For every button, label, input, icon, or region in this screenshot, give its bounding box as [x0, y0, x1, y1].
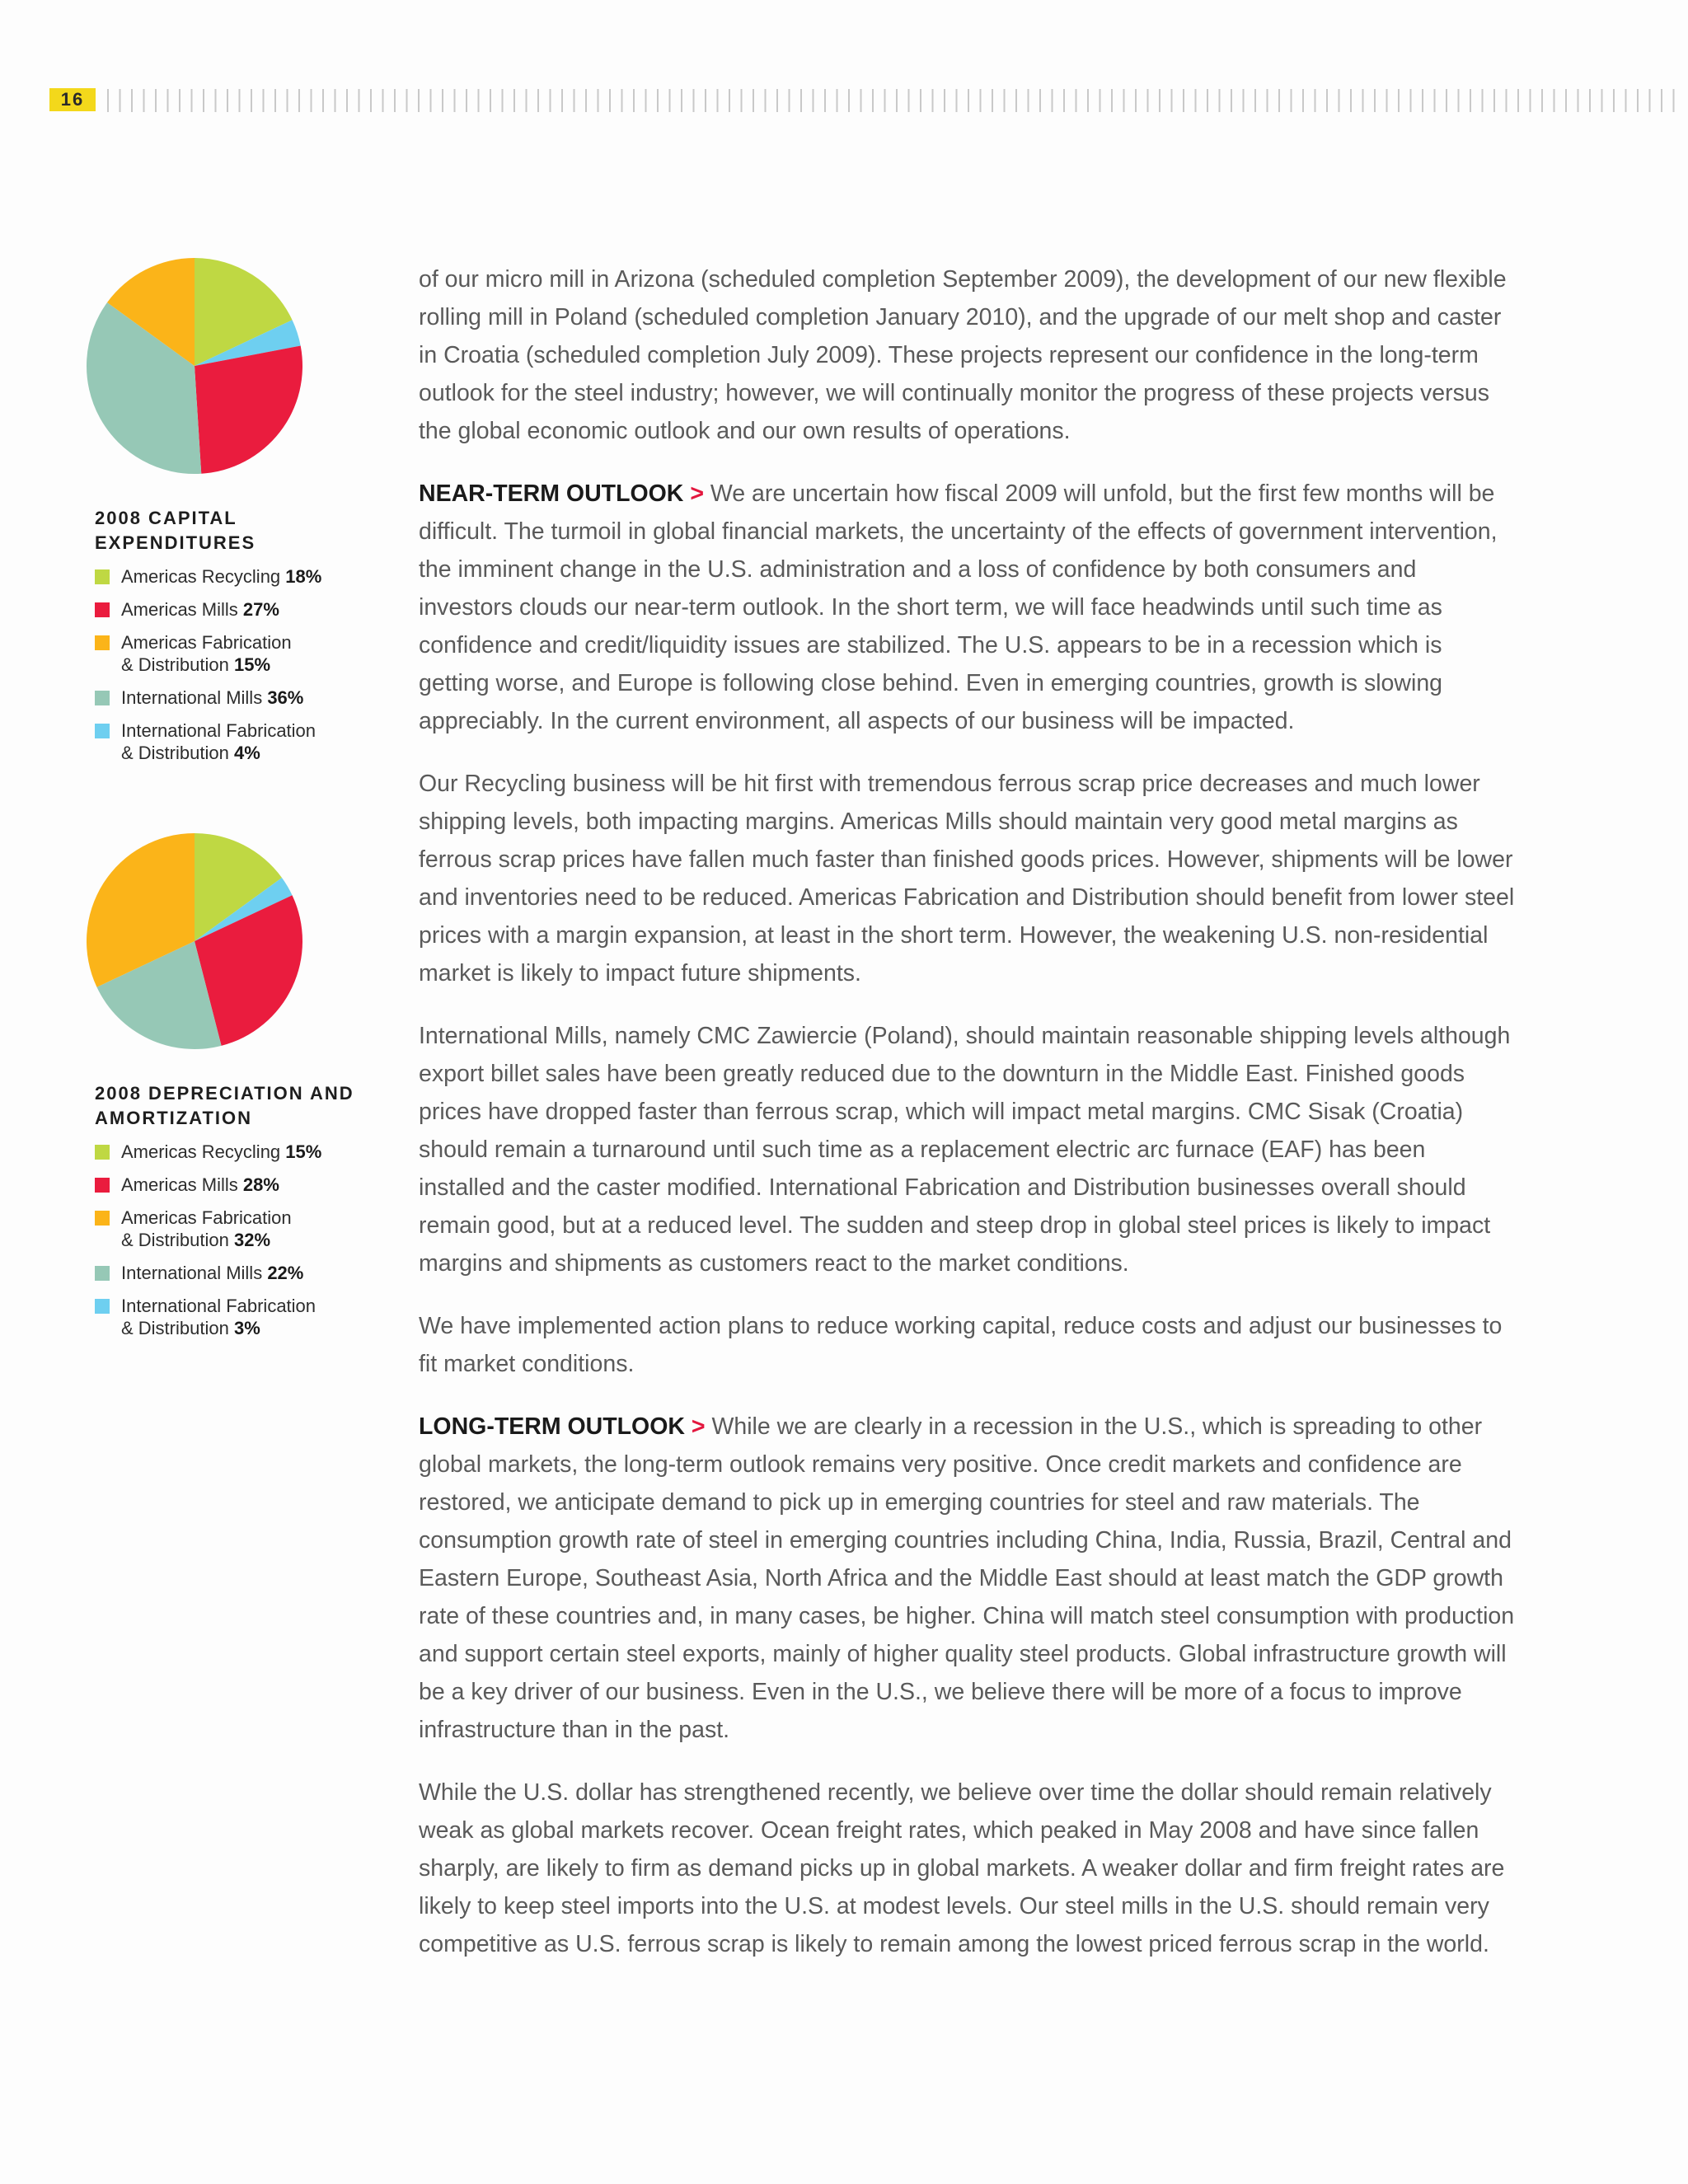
legend-label: Americas Fabrication: [121, 1207, 292, 1228]
depreciation-amortization-legend: [95, 1141, 367, 1350]
body-paragraph: Our Recycling business will be hit first with tremendous ferrous scrap price decreases and much lower shipping levels, both impacting margins. Americas Mills should maintain very good metal margins as ferrous scrap prices have fallen much faster than finished goods prices. However, shipments will be lower and inventories need to be reduced. Americas Fabrication and Distribution should benefit from lower steel prices with a margin expansion, at least in the short term. However, the weakening U.S. non-residential market is likely to impact future shipments.: [419, 771, 1515, 987]
legend-swatch-international-mills: [95, 1266, 110, 1281]
legend-swatch-international-mills: [95, 691, 110, 705]
body-paragraph: International Mills, namely CMC Zawiercie (Poland), should maintain reasonable shipping levels although export billet sales have been greatly reduced due to the downturn in the Middle East. Finished goods prices have dropped faster than ferrous scrap, which will impact metal margins. CMC Sisak (Croatia) should remain a turnaround until such time as a replacement electric arc furnace (EAF) has been installed and the caster modified. International Fabrication and Distribution businesses overall should remain good, but at a reduced level. The sudden and steep drop in global steel prices is likely to impact margins and shipments as customers react to the market conditions.: [419, 1023, 1511, 1277]
depreciation-amortization-pie-chart: [82, 829, 307, 1053]
near-term-outlook-text: We are uncertain how fiscal 2009 will unfold, but the first few months will be difficult. The turmoil in global financial markets, the uncertainty of the effects of government intervention, the imminent change in the U.S. administration and a loss of confidence by both consumers and investors clouds our near-term outlook. In the short term, we will face headwinds until such time as confidence and credit/liquidity issues are stabilized. The U.S. appears to be in a recession which is getting worse, and Europe is following close behind. Even in emerging countries, growth is slowing appreciably. In the current environment, all aspects of our business will be impacted.: [419, 480, 1498, 734]
capital-expenditures-pie-chart: [82, 254, 307, 478]
legend-percent: 27%: [242, 599, 279, 620]
header-tick-rule: [107, 89, 1677, 112]
legend-label-line2: & Distribution: [121, 654, 229, 675]
legend-label: International Mills: [121, 687, 263, 708]
legend-label: Americas Mills: [121, 599, 238, 620]
page-number: 16: [49, 88, 96, 111]
arrow-icon: >: [690, 480, 704, 507]
arrow-icon: >: [691, 1413, 706, 1440]
legend-percent: 18%: [285, 566, 322, 587]
legend-swatch-international-fabrication: [95, 1299, 110, 1314]
legend-percent: 22%: [267, 1263, 304, 1283]
legend-item-americas-fabrication: [95, 631, 367, 676]
legend-percent: 32%: [233, 1230, 271, 1250]
legend-percent: 4%: [233, 743, 260, 763]
legend-label: International Mills: [121, 1263, 263, 1283]
capital-expenditures-title: 2008 CAPITAL EXPENDITURES: [95, 508, 256, 553]
legend-label: Americas Fabrication: [121, 632, 292, 653]
legend-swatch-americas-mills: [95, 1178, 110, 1193]
body-paragraph: We have implemented action plans to reduce working capital, reduce costs and adjust our businesses to fit market conditions.: [419, 1313, 1503, 1377]
legend-percent: 36%: [267, 687, 304, 708]
legend-item-americas-mills: [95, 598, 367, 621]
legend-item-international-mills: [95, 687, 367, 709]
legend-swatch-americas-mills: [95, 602, 110, 617]
legend-swatch-americas-recycling: [95, 569, 110, 584]
legend-percent: 15%: [233, 654, 271, 675]
legend-label: Americas Recycling: [121, 1141, 281, 1162]
legend-label: Americas Mills: [121, 1174, 238, 1195]
legend-label-line2: & Distribution: [121, 1318, 229, 1338]
near-term-outlook-heading: NEAR-TERM OUTLOOK: [419, 480, 684, 507]
legend-label: International Fabrication: [121, 720, 316, 741]
legend-item-americas-recycling: [95, 565, 367, 588]
legend-swatch-americas-fabrication: [95, 1211, 110, 1226]
long-term-outlook-heading: LONG-TERM OUTLOOK: [419, 1413, 685, 1440]
body-paragraph: While the U.S. dollar has strengthened recently, we believe over time the dollar should remain relatively weak as global markets recover. Ocean freight rates, which peaked in May 2008 and have since fallen sharply, are likely to firm as demand picks up in global markets. A weaker dollar and firm freight rates are likely to keep steel imports into the U.S. at modest levels. Our steel mills in the U.S. should remain very competitive as U.S. ferrous scrap is likely to remain among the lowest priced ferrous scrap in the world.: [419, 1779, 1505, 1957]
long-term-outlook-paragraph: [419, 1408, 1515, 1749]
near-term-outlook-paragraph: [419, 475, 1515, 740]
legend-percent: 15%: [285, 1141, 322, 1162]
legend-label: Americas Recycling: [121, 566, 281, 587]
legend-label-line2: & Distribution: [121, 743, 229, 763]
pie-slice-americas-mills: [195, 345, 302, 473]
legend-swatch-international-fabrication: [95, 724, 110, 738]
capital-expenditures-legend: [95, 565, 367, 775]
legend-percent: 3%: [233, 1318, 260, 1338]
legend-item-americas-mills: [95, 1174, 367, 1196]
depreciation-amortization-title: 2008 DEPRECIATION AND AMORTIZATION: [95, 1083, 354, 1128]
legend-swatch-americas-recycling: [95, 1145, 110, 1160]
long-term-outlook-text: While we are clearly in a recession in the U.S., which is spreading to other global markets, the long-term outlook remains very positive. Once credit markets and confidence are restored, we anticipate demand to pick up in emerging countries for steel and raw materials. The consumption growth rate of steel in emerging countries including China, India, Russia, Brazil, Central and Eastern Europe, Southeast Asia, North Africa and the Middle East should at least match the GDP growth rate of these countries and, in many cases, be higher. China will match steel consumption with production and support certain steel exports, mainly of higher quality steel products. Global infrastructure growth will be a key driver of our business. Even in the U.S., we believe there will be more of a focus to improve infrastructure than in the past.: [419, 1413, 1515, 1743]
legend-item-americas-fabrication: [95, 1207, 367, 1251]
legend-item-international-fabrication: [95, 719, 367, 764]
legend-item-americas-recycling: [95, 1141, 367, 1163]
legend-item-international-mills: [95, 1262, 367, 1284]
body-paragraph: of our micro mill in Arizona (scheduled completion September 2009), the development of our new flexible rolling mill in Poland (scheduled completion January 2010), and the upgrade of our melt shop and caster in Croatia (scheduled completion July 2009). These projects represent our confidence in the long-term outlook for the steel industry; however, we will continually monitor the progress of these projects versus the global economic outlook and our own results of operations.: [419, 266, 1507, 444]
body-text-column: [419, 260, 1515, 1988]
legend-label-line2: & Distribution: [121, 1230, 229, 1250]
legend-swatch-americas-fabrication: [95, 635, 110, 650]
legend-percent: 28%: [242, 1174, 279, 1195]
legend-label: International Fabrication: [121, 1296, 316, 1316]
legend-item-international-fabrication: [95, 1295, 367, 1339]
